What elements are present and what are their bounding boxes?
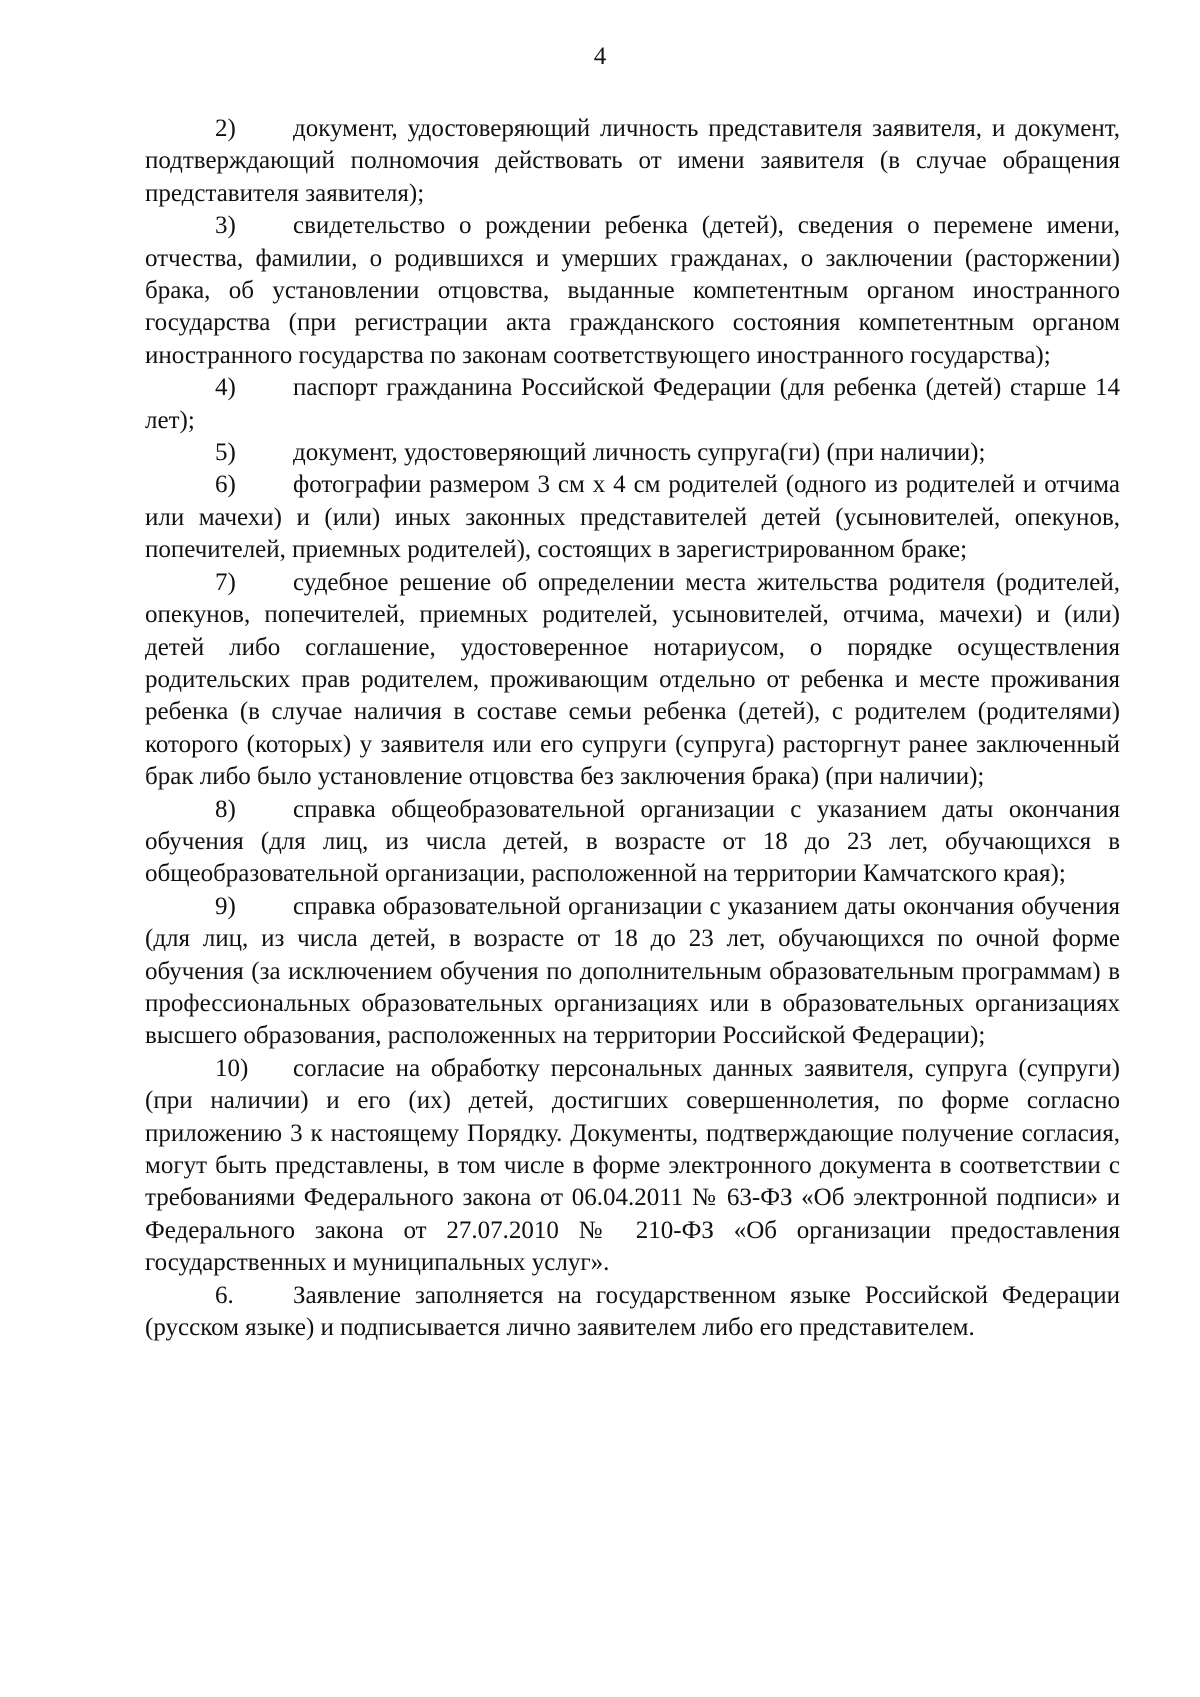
list-item-7 (145, 567, 1120, 794)
section-6-paragraph (145, 1280, 1120, 1345)
item-number: 10) (215, 1054, 249, 1082)
item-text: справка общеобразовательной организации с указанием даты окончания обучения (для лиц, из числа детей, в возрасте от 18 до 23 лет, обучающихся в общеобразовательной организации, расположенной на территории Камчатского края); (145, 795, 1120, 888)
item-number: 4) (215, 374, 236, 402)
section-number: 6. (215, 1281, 234, 1309)
item-text: справка образовательной организации с указанием даты окончания обучения (для лиц, из числа детей, в возрасте от 18 до 23 лет, обучающихся по очной форме обучения (за исключением обучения по дополнительным образовательным программам) в профессиональных образовательных организациях или в образовательных организациях высшего образования, расположенных на территории Российской Федерации); (145, 892, 1120, 1050)
list-item-2 (145, 113, 1120, 210)
section-text: Заявление заполняется на государственном языке Российской Федерации (русском языке) и подписывается лично заявителем либо его представителем. (145, 1281, 1120, 1342)
item-number: 6) (215, 471, 236, 499)
item-number: 8) (215, 795, 236, 823)
item-text: документ, удостоверяющий личность представителя заявителя, и документ, подтверждающий полномочия действовать от имени заявителя (в случае обращения представителя заявителя); (145, 115, 1120, 207)
page-number: 4 (593, 43, 607, 70)
list-item-8 (145, 794, 1120, 891)
item-text: фотографии размером 3 см х 4 см родителей (одного из родителей и отчима или мачехи) и (или) иных законных представителей детей (усыновителей, опекунов, попечителей, приемных родителей), состоящих в зарегистрированном браке; (145, 471, 1120, 564)
item-text: судебное решение об определении места жительства родителя (родителей, опекунов, попечителей, приемных родителей, усыновителей, отчима, мачехи) и (или) детей либо соглашение, удостоверенное нотариусом, о порядке осуществления родительских прав родителем, проживающим отдельно от ребенка и месте проживания ребенка (в случае наличия в составе семьи ребенка (детей), с родителем (родителями) которого (которых) у заявителя или его супруги (супруга) расторгнут ранее заключенный брак либо было установление отцовства без заключения брака) (при наличии); (145, 568, 1120, 791)
item-number: 3) (215, 212, 236, 240)
list-item-5 (145, 437, 1120, 469)
item-number: 7) (215, 568, 236, 596)
document-body (145, 113, 1120, 1344)
item-text: согласие на обработку персональных данных заявителя, супруга (супруги) (при наличии) и его (их) детей, достигших совершеннолетия, по форме согласно приложению 3 к настоящему Порядку. Документы, подтверждающие получение согласия, могут быть представлены, в том числе в форме электронного документа в соответствии с требованиями Федерального закона от 06.04.2011 № 63-ФЗ «Об электронной подписи» и Федерального закона от 27.07.2010 № 210-ФЗ «Об организации предоставления государственных и муниципальных услуг». (145, 1054, 1120, 1277)
item-number: 2) (215, 115, 236, 142)
item-number: 9) (215, 892, 236, 920)
list-item-9 (145, 891, 1120, 1053)
list-item-6 (145, 469, 1120, 566)
list-item-10 (145, 1053, 1120, 1280)
item-text: свидетельство о рождении ребенка (детей), сведения о перемене имени, отчества, фамилии, о родившихся и умерших гражданах, о заключении (расторжении) брака, об установлении отцовства, выданные компетентным органом иностранного государства (при регистрации акта гражданского состояния компетентным органом иностранного государства по законам соответствующего иностранного государства); (145, 212, 1120, 369)
list-item-4 (145, 372, 1120, 437)
item-text: документ, удостоверяющий личность супруга(ги) (при наличии); (293, 439, 986, 467)
item-number: 5) (215, 439, 236, 467)
item-text: паспорт гражданина Российской Федерации (для ребенка (детей) старше 14 лет); (145, 374, 1120, 434)
list-item-3 (145, 210, 1120, 372)
